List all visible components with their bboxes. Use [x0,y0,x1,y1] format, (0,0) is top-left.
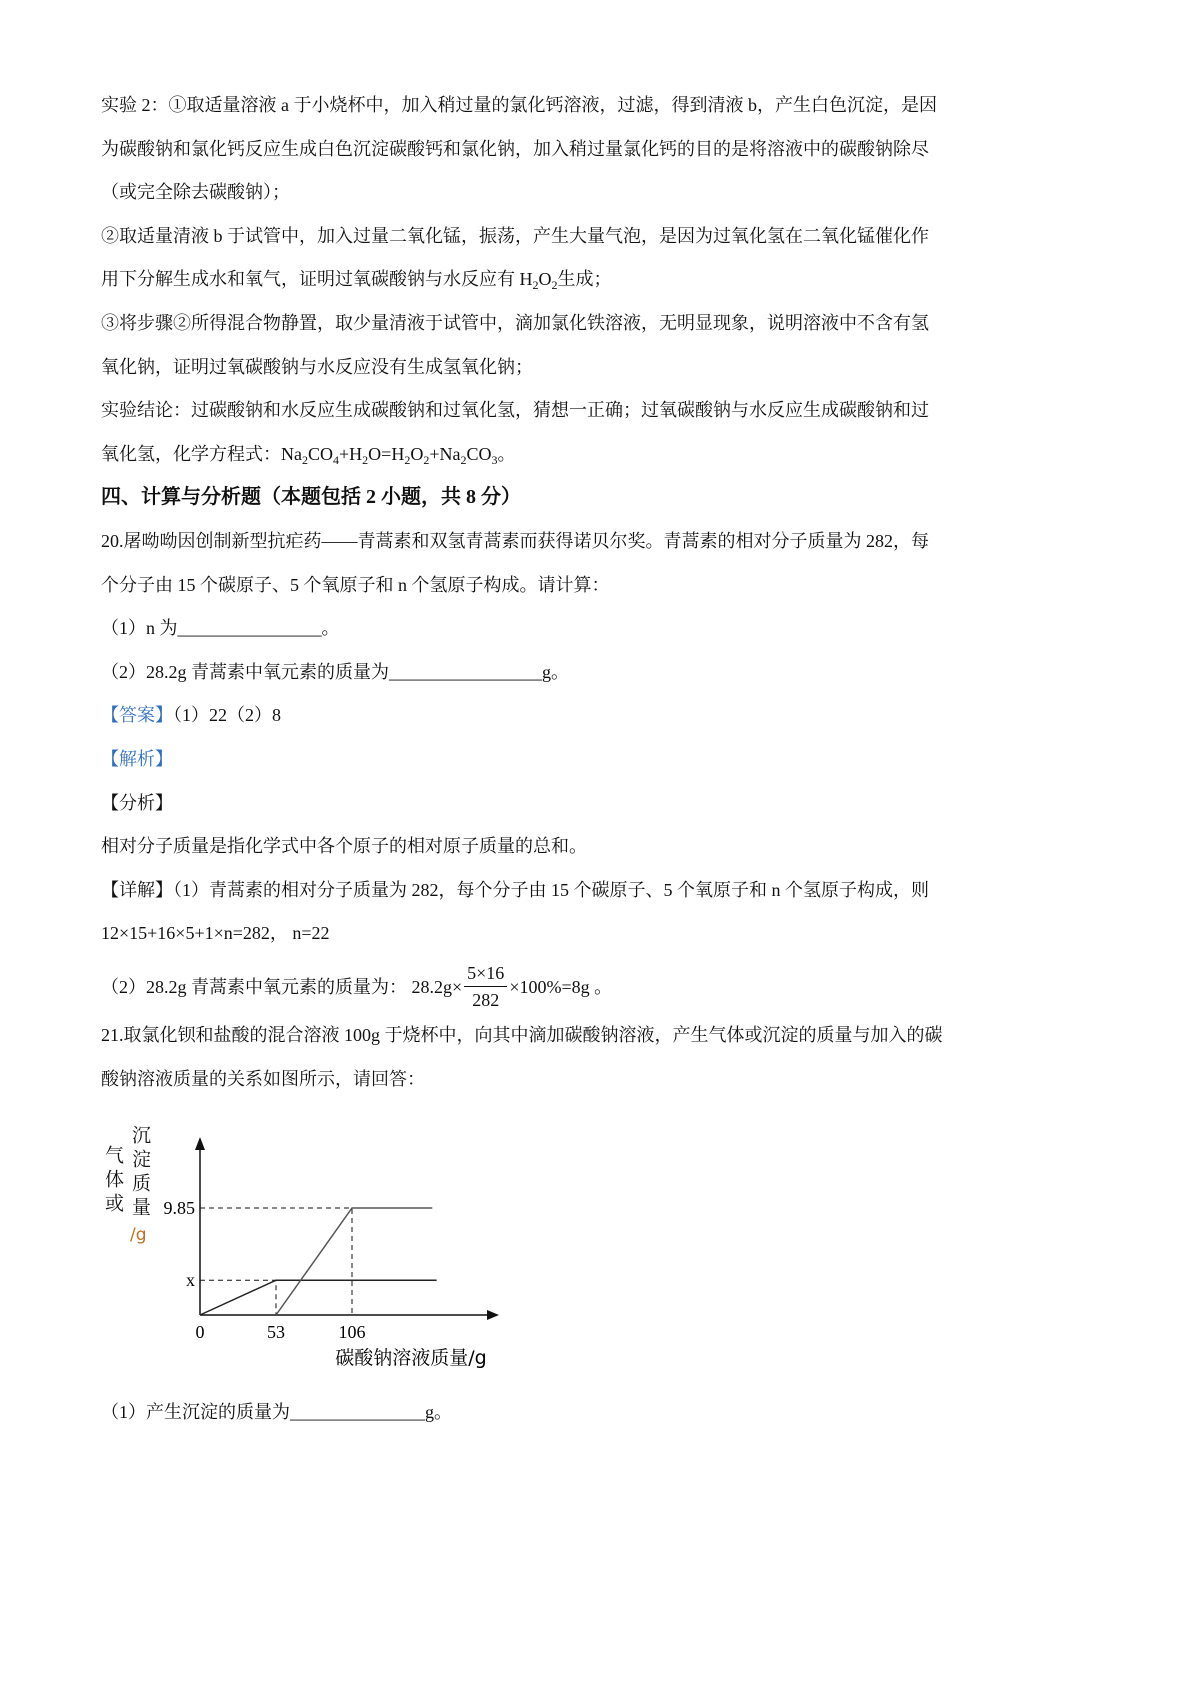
subscript: 2 [302,452,308,467]
text-line [101,346,1009,390]
y-tick-label: 9.85 [163,1198,195,1218]
y-label-col1: 气体或 [102,1145,124,1217]
text-segment: 氧化氢，化学方程式：Na [101,443,302,464]
text-segment: 为碳酸钠和氯化钙反应生成白色沉淀碳酸钙和氯化钠，加入稍过量氯化钙的目的是将溶液中的碳酸钠除尽 [101,138,929,159]
text-line [101,389,1009,433]
text-segment: 氧化钠，证明过氧碳酸钠与水反应没有生成氢氧化钠； [101,356,533,377]
subscript: 3 [491,452,498,467]
text-segment: +Na [429,443,461,464]
question-21-part-1 [101,1391,1009,1435]
fraction-denominator: 282 [472,989,500,1010]
text-line [101,520,1009,564]
fraction-numerator: 5×16 [464,960,507,987]
subscript: 2 [460,452,467,467]
text-segment: 相对分子质量是指化学式中各个原子的相对原子质量的总和。 [101,836,587,857]
text-segment: +H [339,443,363,464]
text-line [101,651,1009,695]
text-segment: （或完全除去碳酸钠）； [101,182,290,203]
text-segment: CO [308,443,334,464]
text-segment: 实验结论：过碳酸钠和水反应生成碳酸钠和过氧化氢，猜想一正确；过氧碳酸钠与水反应生成碳酸钠和过 [101,400,929,421]
text-line [101,1391,1009,1435]
guide-line [200,1208,352,1315]
text-line [101,912,1009,956]
text-segment: 用下分解生成水和氧气，证明过氧碳酸钠与水反应有 H [101,269,533,290]
text-segment: O [410,443,424,464]
text-segment: 酸钠溶液质量的关系如图所示，请回答： [101,1068,425,1089]
text-segment: 四、计算与分析题（本题包括 2 小题，共 8 分） [101,486,521,509]
text-segment: ③将步骤②所得混合物静置，取少量清液于试管中，滴加氯化铁溶液，无明显现象，说明溶液中不含有氢 [101,312,929,333]
question-21-text [101,1014,1009,1101]
text-line [101,215,1009,259]
text-segment: （1）n 为________________。 [101,618,340,639]
text-line [101,433,1009,477]
y-label-col2: 沉淀质量 [129,1125,151,1221]
text-segment: 实验 2：①取适量溶液 a 于小烧杯中，加入稍过量的氯化钙溶液，过滤，得到清液 b，产生白色沉淀，是因 [101,95,937,115]
solution-text-section [101,84,1009,956]
oxygen-mass-calculation [101,958,1009,1014]
fraction [464,960,507,1013]
text-segment: CO [466,443,492,464]
subscript: 4 [333,452,340,467]
text-segment: 生成； [557,269,612,290]
text-segment: 12×15+16×5+1×n=282， n=22 [101,923,330,944]
text-line [101,1014,1009,1058]
x-axis-arrow-icon [487,1310,499,1320]
subscript: 2 [423,452,430,467]
text-segment: ②取适量清液 b 于试管中，加入过量二氧化锰，振荡，产生大量气泡，是因为过氧化氢在二氧化锰催化作 [101,225,929,246]
text-segment: 【分析】 [101,792,173,813]
text-line [101,302,1009,346]
y-label-unit: /g [130,1225,147,1245]
subscript: 2 [532,278,539,293]
y-axis-arrow-icon [195,1137,205,1150]
text-segment: （1）22（2）8 [173,705,281,726]
text-line [101,782,1009,826]
text-line [101,869,1009,913]
x-axis-title: 碳酸钠溶液质量/g [335,1347,487,1369]
text-segment: 。 [497,443,516,464]
text-line [101,258,1009,302]
subscript: 2 [362,452,369,467]
calc-suffix: ×100%=8g 。 [509,977,613,997]
y-tick-label: x [186,1270,195,1291]
section-tag: 【答案】 [101,705,173,726]
text-line [101,1058,1009,1102]
subscript: 2 [404,452,411,467]
subscript: 2 [551,278,558,293]
text-line [101,738,1009,782]
text-segment: O [538,269,552,290]
text-line [101,564,1009,608]
text-line [101,607,1009,651]
x-tick-label: 0 [195,1322,205,1342]
x-tick-label: 106 [338,1322,366,1342]
text-line [101,694,1009,738]
text-line [101,128,1009,172]
x-tick-label: 53 [267,1322,285,1342]
text-line [101,476,1009,520]
text-segment: 【详解】（1）青蒿素的相对分子质量为 282，每个分子由 15 个碳原子、5 个氧原子和 n 个氢原子构成，则 [101,879,929,900]
calc-prefix: （2）28.2g 青蒿素中氧元素的质量为： 28.2g× [101,977,463,997]
series-line-precipitate [276,1208,432,1315]
text-line [101,171,1009,215]
section-tag: 【解析】 [101,748,173,769]
guide-line [200,1280,276,1315]
text-segment: （1）产生沉淀的质量为_______________g。 [101,1402,452,1422]
text-segment: 20.屠呦呦因创制新型抗疟药——青蒿素和双氢青蒿素而获得诺贝尔奖。青蒿素的相对分子质量为 282，每 [101,530,929,551]
text-segment: （2）28.2g 青蒿素中氧元素的质量为_________________g。 [101,661,569,682]
text-segment: O=H [368,443,405,464]
text-segment: 个分子由 15 个碳原子、5 个氧原子和 n 个氢原子构成。请计算： [101,574,610,595]
text-segment: 21.取氯化钡和盐酸的混合溶液 100g 于烧杯中，向其中滴加碳酸钠溶液，产生气体或沉淀的质量与加入的碳 [101,1025,943,1045]
text-line [101,84,1009,128]
text-line [101,825,1009,869]
series-line-gas [200,1280,437,1315]
